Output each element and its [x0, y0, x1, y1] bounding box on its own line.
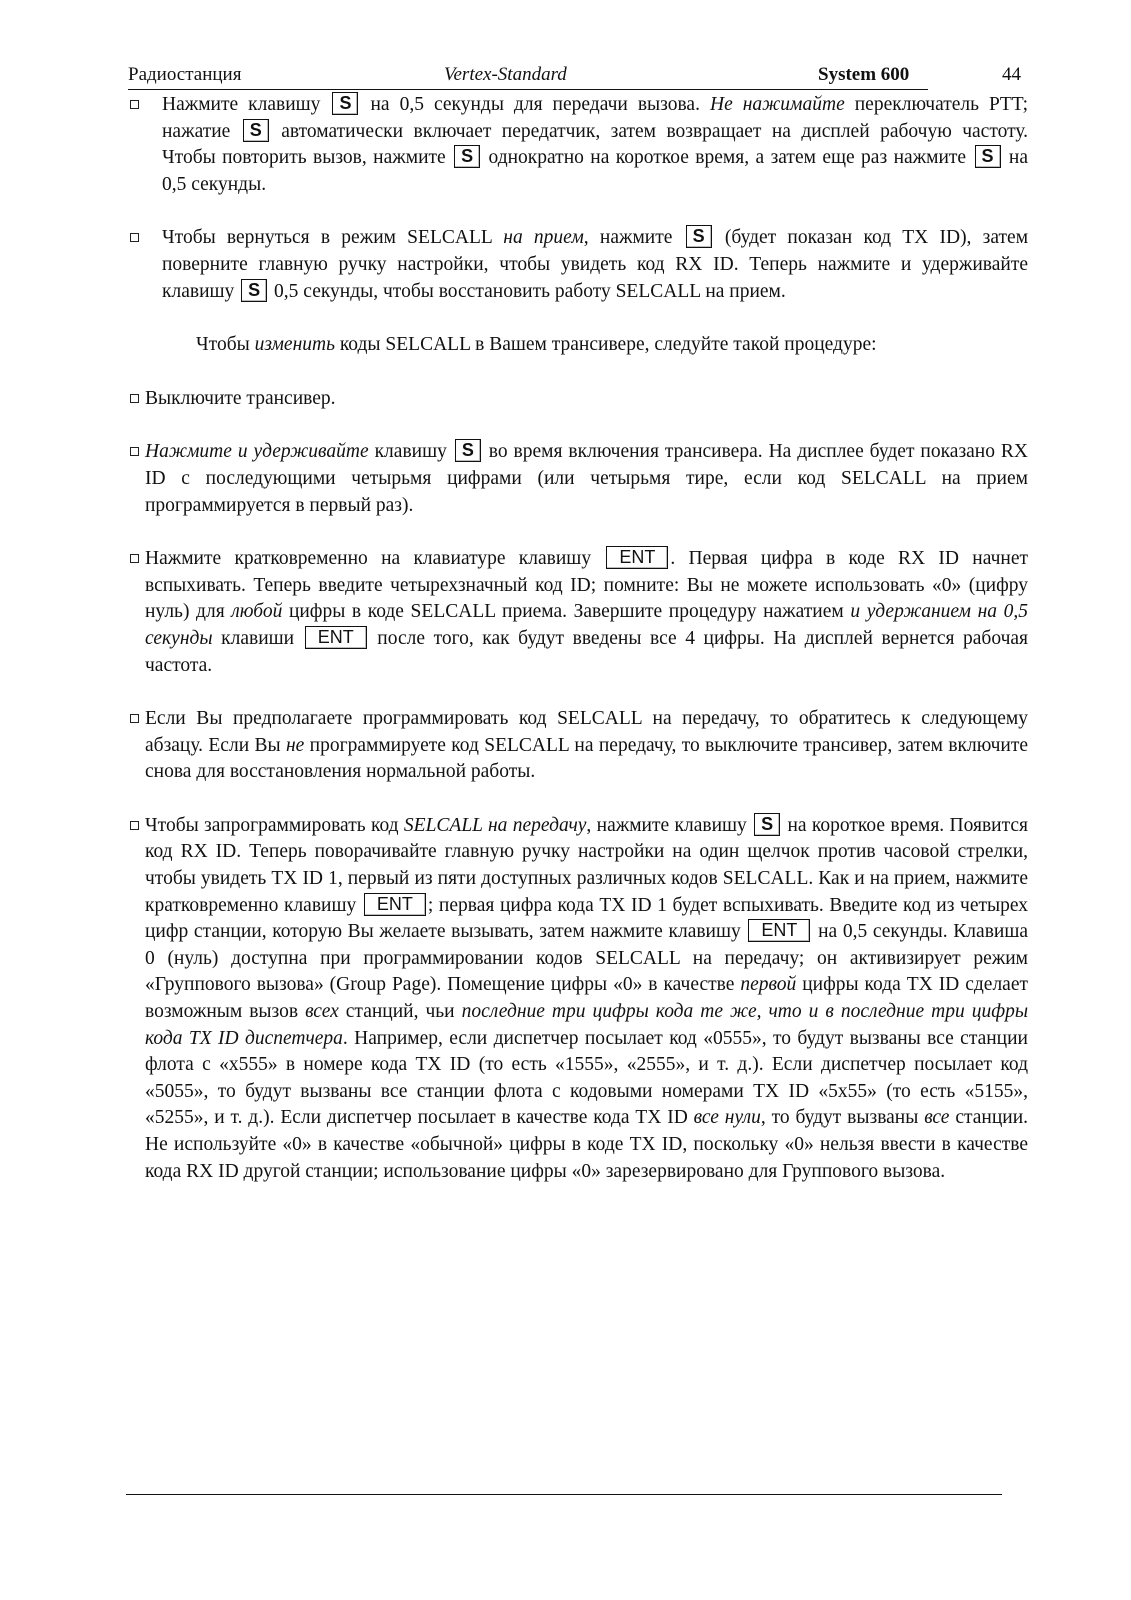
paragraph-transmit-note — [145, 706, 1028, 786]
key-s: S — [686, 225, 712, 248]
checkbox-bullet-icon — [130, 447, 139, 456]
emphasis: SELCALL на передачу — [403, 814, 587, 836]
emphasis: первой — [740, 974, 797, 996]
page-number: 44 — [1002, 64, 1021, 85]
list-item — [128, 546, 1028, 679]
key-s: S — [754, 813, 780, 836]
key-ent: ENT — [606, 546, 668, 569]
key-s: S — [454, 145, 480, 168]
text: клавишу — [374, 441, 447, 463]
text: , нажмите — [583, 227, 673, 249]
text: Выключите трансивер. — [145, 387, 336, 409]
emphasis: последние три цифры кода те же, что и в последние три цифры кода TX ID диспетчера — [145, 1001, 1029, 1049]
text: (будет показан код TX ID), затем поверните главную ручку настройки, чтобы увидеть код RX ID. Теперь нажмите и удерживайте клавишу — [162, 227, 1029, 302]
text: Нажмите клавишу — [162, 94, 321, 115]
text: ; первая цифра кода TX ID 1 будет вспыхивать. Введите код из четырех цифр станции, которую Вы желаете вызывать, затем нажмите клавишу — [145, 894, 1028, 943]
key-ent: ENT — [364, 893, 426, 916]
paragraph-hold-s — [145, 439, 1028, 519]
text: Чтобы — [196, 334, 250, 356]
emphasis: все нули — [693, 1107, 761, 1129]
text: однократно на короткое время, а затем еще раз нажмите — [488, 147, 967, 169]
text: Чтобы запрограммировать код — [145, 814, 399, 836]
emphasis: все — [924, 1107, 950, 1129]
list-item — [128, 813, 1028, 1185]
page-header — [128, 64, 928, 90]
text: Чтобы вернуться в режим SELCALL — [162, 227, 493, 249]
key-s: S — [241, 279, 267, 302]
text: , нажмите клавишу — [586, 814, 747, 836]
emphasis: на прием — [503, 227, 584, 249]
text: станции. Не используйте «0» в качестве «обычной» цифры в коде TX ID, поскольку «0» нельзя ввести в качестве кода RX ID другой станции; использование цифры «0» зарезервировано для Группового вызова. — [145, 1107, 1029, 1182]
paragraph-power-off — [145, 386, 1028, 413]
text: переключатель PTT; нажатие — [162, 94, 1029, 142]
header-right: System 600 — [818, 64, 910, 85]
checkbox-bullet-icon — [130, 394, 139, 403]
text: . Первая цифра в коде RX ID начнет вспыхивать. Теперь введите четырехзначный код ID; помните: Вы не можете использовать «0» (цифру нуль) для — [145, 548, 1029, 623]
key-ent: ENT — [748, 919, 810, 942]
page-content — [128, 92, 1028, 1185]
list-item — [128, 386, 1028, 413]
key-s: S — [975, 145, 1001, 168]
checkbox-bullet-icon — [130, 821, 139, 830]
checkbox-bullet-icon — [130, 100, 139, 109]
text: на короткое время. Появится код RX ID. Теперь поворачивайте главную ручку настройки на один щелчок против часовой стрелки, чтобы увидеть TX ID 1, первый из пяти доступных различных кодов SELCALL. Как и на прием, нажмите кратковременно клавишу — [145, 814, 1028, 916]
text: автоматически включает передатчик, затем возвращает на дисплей рабочую частоту. Чтобы повторить вызов, нажмите — [162, 120, 1029, 169]
paragraph-program-tx — [145, 813, 1028, 1185]
emphasis: Нажмите и удерживайте — [145, 441, 369, 463]
text: программируете код SELCALL на передачу, то выключите трансивер, затем включите снова для восстановления нормальной работы. — [145, 734, 1029, 783]
text: Если Вы предполагаете программировать код SELCALL на передачу, то обратитесь к следующему абзацу. Если Вы — [145, 708, 1028, 756]
text: Нажмите кратковременно на клавиатуре клавишу — [145, 548, 592, 570]
list-item — [128, 92, 1028, 198]
emphasis: не — [285, 734, 305, 756]
text: , то будут вызваны — [760, 1107, 919, 1129]
footer-rule — [126, 1494, 1002, 1495]
list-item — [128, 225, 1028, 305]
paragraph-change-intro — [196, 332, 1028, 359]
text: цифры кода TX ID сделает возможным вызов — [145, 974, 1029, 1023]
header-rule — [128, 89, 928, 90]
checkbox-bullet-icon — [130, 233, 139, 242]
text: . Например, если диспетчер посылает код «0555», то будут вызваны все станции флота с «x555» в номере кода TX ID (то есть «1555», «2555», и т. д.). Если диспетчер посылает код «5055», то будут вызваны все станции флота с кодовыми номерами TX ID «5x55» (то есть «5155», «5255», и т. д.). Если диспетчер посылает в качестве кода TX ID — [145, 1027, 1028, 1129]
emphasis: всех — [305, 1001, 339, 1023]
emphasis: и удержанием на 0,5 секунды — [145, 601, 1029, 649]
header-middle: Vertex-Standard — [444, 64, 567, 85]
text: на 0,5 секунды для передачи вызова. — [370, 94, 700, 115]
list-item — [128, 706, 1028, 786]
text: на 0,5 секунды. — [162, 147, 1029, 195]
paragraph-send-call — [162, 92, 1028, 198]
text: во время включения трансивера. На дисплее будет показано RX ID с последующими четырьмя цифрами (или четырьмя тире, если код SELCALL на прием программируется в первый раз). — [145, 441, 1029, 516]
checkbox-bullet-icon — [130, 554, 139, 563]
key-s: S — [455, 439, 481, 462]
list-item — [128, 439, 1028, 519]
key-ent: ENT — [305, 626, 367, 649]
emphasis: Не нажимайте — [709, 94, 845, 115]
emphasis: любой — [231, 601, 283, 623]
paragraph-return-receive — [162, 225, 1028, 305]
text: коды SELCALL в Вашем трансивере, следуйте такой процедуре: — [339, 334, 877, 356]
text: станций, чьи — [345, 1001, 455, 1023]
text: на 0,5 секунды. Клавиша 0 (нуль) доступна при программировании кодов SELCALL на передачу; он активизирует режим «Группового вызова» (Group Page). Помещение цифры «0» в качестве — [145, 921, 1029, 996]
text: после того, как будут введены все 4 цифры. На дисплей вернется рабочая частота. — [145, 627, 1029, 676]
header-left: Радиостанция — [128, 64, 242, 85]
key-s: S — [332, 92, 358, 115]
emphasis: изменить — [254, 334, 335, 356]
paragraph-enter-rx-id — [145, 546, 1028, 679]
text: 0,5 секунды, чтобы восстановить работу SELCALL на прием. — [274, 280, 786, 302]
key-s: S — [243, 119, 269, 142]
checkbox-bullet-icon — [130, 714, 139, 723]
text: клавиши — [221, 627, 295, 649]
text: цифры в коде SELCALL приема. Завершите процедуру нажатием — [288, 601, 844, 623]
